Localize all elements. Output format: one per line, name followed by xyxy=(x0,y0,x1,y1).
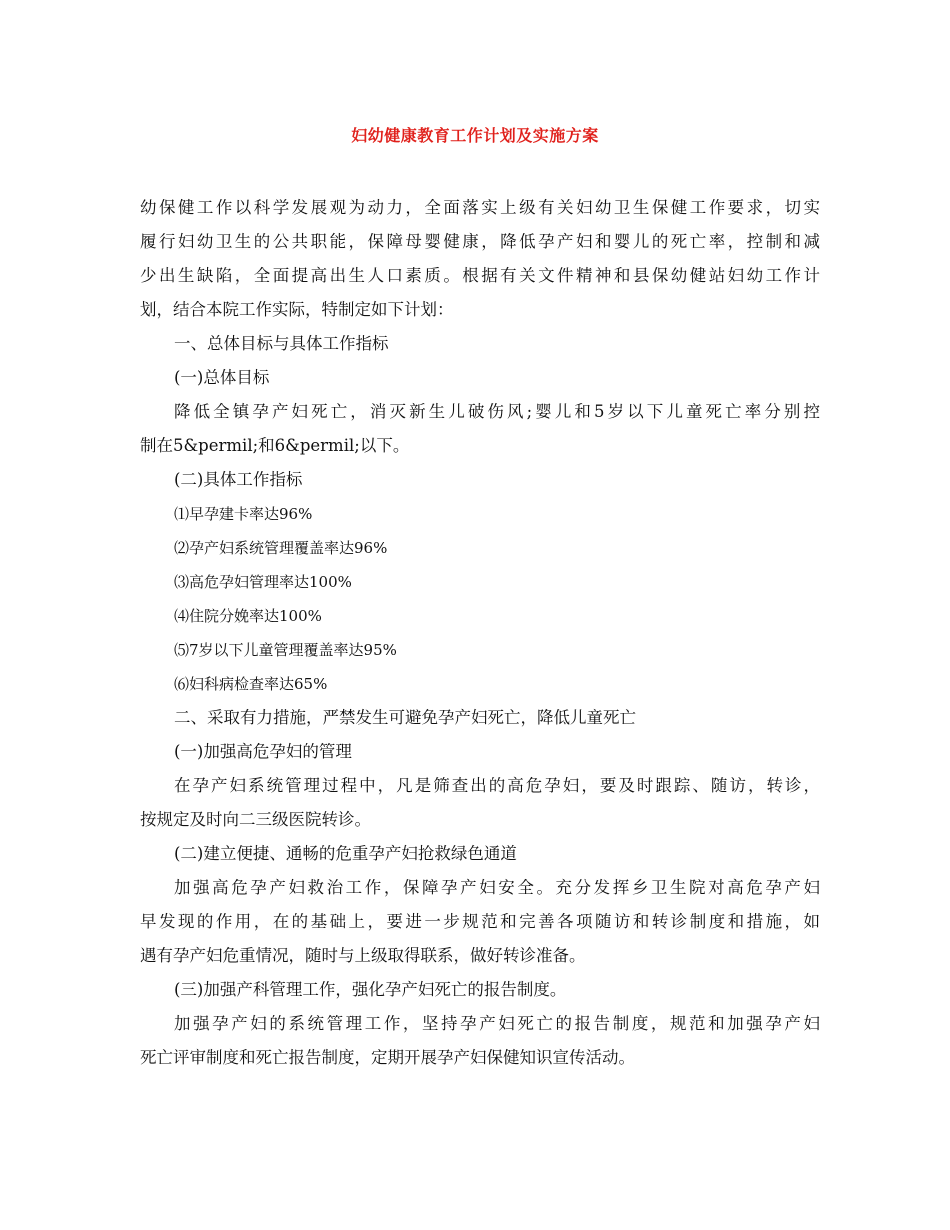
document-line: 死亡评审制度和死亡报告制度，定期开展孕产妇保健知识宣传活动。 xyxy=(140,1048,635,1067)
document-line: 加强孕产妇的系统管理工作，坚持孕产妇死亡的报告制度，规范和加强孕产妇 xyxy=(174,1014,820,1033)
document-line: 在孕产妇系统管理过程中，凡是筛查出的高危孕妇，要及时跟踪、随访，转诊， xyxy=(174,776,820,795)
document-line: 加强高危孕产妇救治工作，保障孕产妇安全。充分发挥乡卫生院对高危孕产妇 xyxy=(174,878,820,897)
document-body xyxy=(140,191,820,1075)
document-title: 妇幼健康教育工作计划及实施方案 xyxy=(351,126,599,145)
document-line: 早发现的作用，在的基础上，要进一步规范和完善各项随访和转诊制度和措施，如 xyxy=(140,912,820,931)
document-line: 划，结合本院工作实际，特制定如下计划： xyxy=(140,300,454,319)
document-line: 制在5&permil;和6&permil;以下。 xyxy=(140,436,410,455)
document-line: 一、总体目标与具体工作指标 xyxy=(174,334,389,353)
document-line: 少出生缺陷，全面提高出生人口素质。根据有关文件精神和县保幼健站妇幼工作计 xyxy=(140,266,820,285)
document-line: 二、采取有力措施，严禁发生可避免孕产妇死亡，降低儿童死亡 xyxy=(174,708,636,727)
document-line: (一)总体目标 xyxy=(174,368,270,387)
document-line: 幼保健工作以科学发展观为动力，全面落实上级有关妇幼卫生保健工作要求，切实 xyxy=(140,198,820,217)
document-line: (一)加强高危孕妇的管理 xyxy=(174,742,352,761)
document-line: 履行妇幼卫生的公共职能，保障母婴健康，降低孕产妇和婴儿的死亡率，控制和减 xyxy=(140,232,820,251)
document-line: 降低全镇孕产妇死亡，消灭新生儿破伤风;婴儿和5岁以下儿童死亡率分别控 xyxy=(174,402,820,421)
document-line: ⑵孕产妇系统管理覆盖率达96% xyxy=(174,539,388,557)
document-line: ⑶高危孕妇管理率达100% xyxy=(174,573,352,591)
document-line: (二)具体工作指标 xyxy=(174,470,303,489)
document-line: ⑴早孕建卡率达96% xyxy=(174,505,313,523)
document-line: (二)建立便捷、通畅的危重孕产妇抢救绿色通道 xyxy=(174,844,517,863)
document-line: ⑸7岁以下儿童管理覆盖率达95% xyxy=(174,641,397,659)
document-line: ⑷住院分娩率达100% xyxy=(174,607,322,625)
document-line: ⑹妇科病检查率达65% xyxy=(174,675,328,693)
document-line: (三)加强产科管理工作，强化孕产妇死亡的报告制度。 xyxy=(174,980,567,999)
document-line: 遇有孕产妇危重情况，随时与上级取得联系，做好转诊准备。 xyxy=(140,946,586,965)
document-line: 按规定及时向二三级医院转诊。 xyxy=(140,810,371,829)
